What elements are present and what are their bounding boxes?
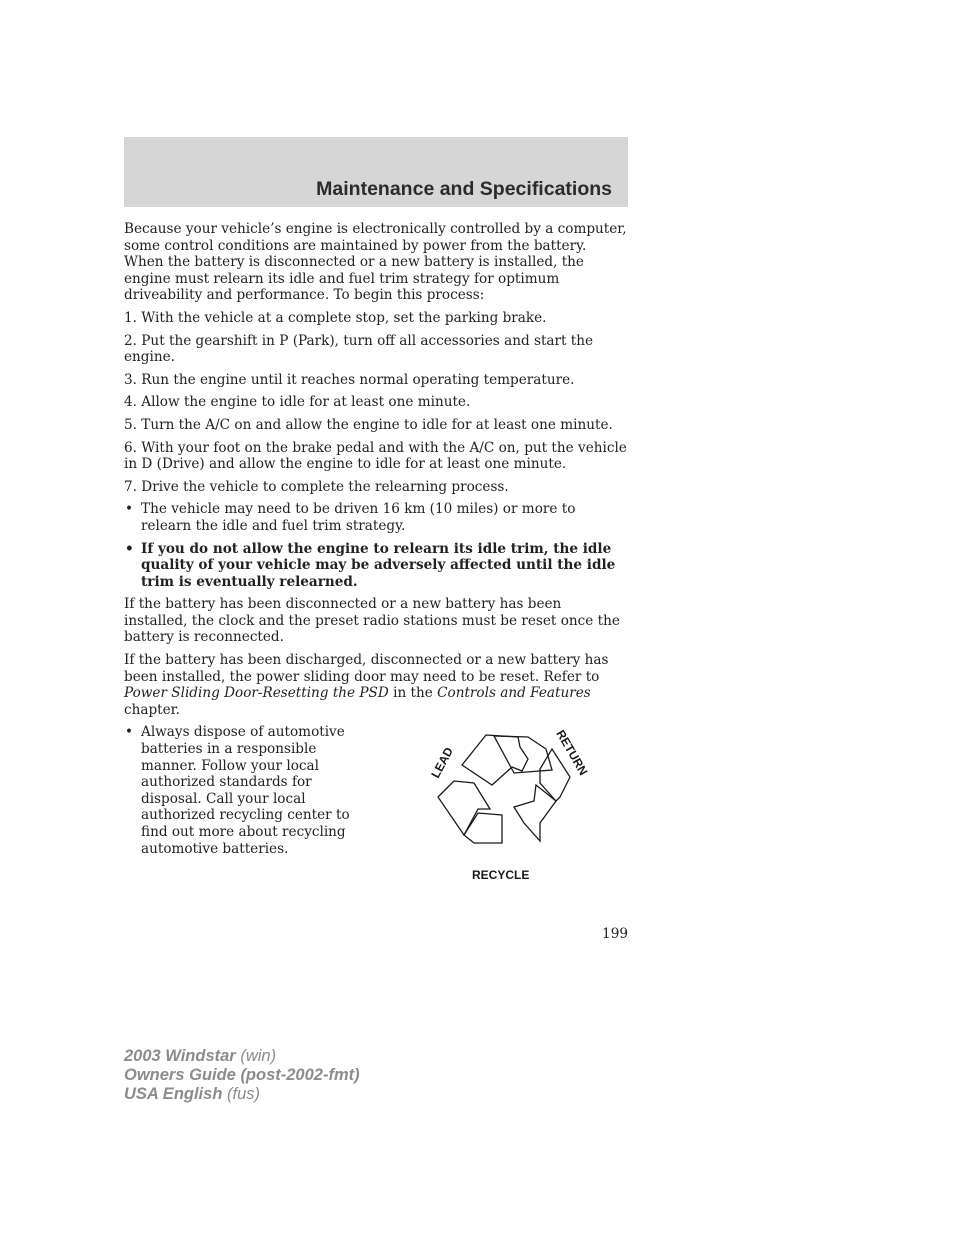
bullet-icon: •: [125, 540, 134, 557]
bullet-text: Always dispose of automotive batteries in a responsible manner. Follow your local authorized standards for disposal. Call your local authorized recycling center to find out more about recycling automotive batteries.: [141, 724, 350, 857]
recycle-arrow-left: [438, 781, 490, 835]
door-text-2: in the: [393, 685, 433, 702]
door-text-3: chapter.: [124, 701, 181, 718]
step-6: 6. With your foot on the brake pedal and with the A/C on, put the vehicle in D (Drive) and allow the engine to idle for at least one minute.: [124, 439, 627, 473]
recycle-arrow-top: [462, 735, 528, 785]
clock-paragraph: If the battery has been disconnected or a new battery has been installed, the clock and the preset radio stations must be reset once the battery is reconnected.: [124, 596, 620, 646]
document-footer: [124, 1047, 360, 1104]
step-3: 3. Run the engine until it reaches normal operating temperature.: [124, 371, 575, 388]
label-return: RETURN: [553, 727, 591, 779]
recycle-arrow-right: [540, 749, 570, 801]
bullet-drive-note: [124, 501, 629, 534]
bullet-dispose: [124, 724, 371, 857]
footer-line-1: 2003 Windstar (win): [124, 1047, 277, 1065]
recycle-arrow-top-fold: [494, 736, 552, 773]
bullet-text: The vehicle may need to be driven 16 km (10 miles) or more to relearn the idle and fuel trim strategy.: [141, 501, 576, 534]
door-reference: Power Sliding Door-Resetting the PSD: [124, 685, 389, 702]
section-title: Maintenance and Specifications: [316, 178, 612, 200]
section-header: [124, 137, 628, 207]
bullet-text: If you do not allow the engine to relearn its idle trim, the idle quality of your vehicle may be adversely affected until the idle trim is eventually relearned.: [141, 540, 616, 590]
label-lead: LEAD: [428, 745, 456, 781]
bullet-warning: [124, 541, 629, 591]
recycle-symbol-icon: [418, 725, 608, 885]
page-content: [124, 221, 629, 894]
door-paragraph: [124, 652, 629, 718]
label-recycle: RECYCLE: [472, 868, 530, 883]
door-text-1: If the battery has been discharged, disconnected or a new battery has been installed, the power sliding door may need to be reset. Refer to: [124, 652, 609, 685]
step-2: 2. Put the gearshift in P (Park), turn off all accessories and start the engine.: [124, 332, 594, 366]
step-1: 1. With the vehicle at a complete stop, set the parking brake.: [124, 309, 547, 326]
step-4: 4. Allow the engine to idle for at least one minute.: [124, 394, 471, 411]
page-number: 199: [602, 926, 628, 942]
footer-line-2: Owners Guide (post-2002-fmt): [124, 1066, 360, 1084]
footer-line-3: USA English (fus): [124, 1085, 260, 1103]
bullet-icon: •: [125, 501, 134, 518]
intro-paragraph: Because your vehicle’s engine is electronically controlled by a computer, some control conditions are maintained by power from the battery. When the battery is disconnected or a new battery is installed, the engine must relearn its idle and fuel trim strategy for optimum driveability and performance. To begin this process:: [124, 221, 627, 304]
bullet-icon: •: [125, 724, 134, 741]
step-5: 5. Turn the A/C on and allow the engine to idle for at least one minute.: [124, 416, 613, 433]
recycle-row: [124, 724, 629, 894]
chapter-reference: Controls and Features: [437, 685, 591, 702]
recycle-arrow-left-fold: [464, 813, 502, 843]
step-7: 7. Drive the vehicle to complete the relearning process.: [124, 478, 509, 495]
